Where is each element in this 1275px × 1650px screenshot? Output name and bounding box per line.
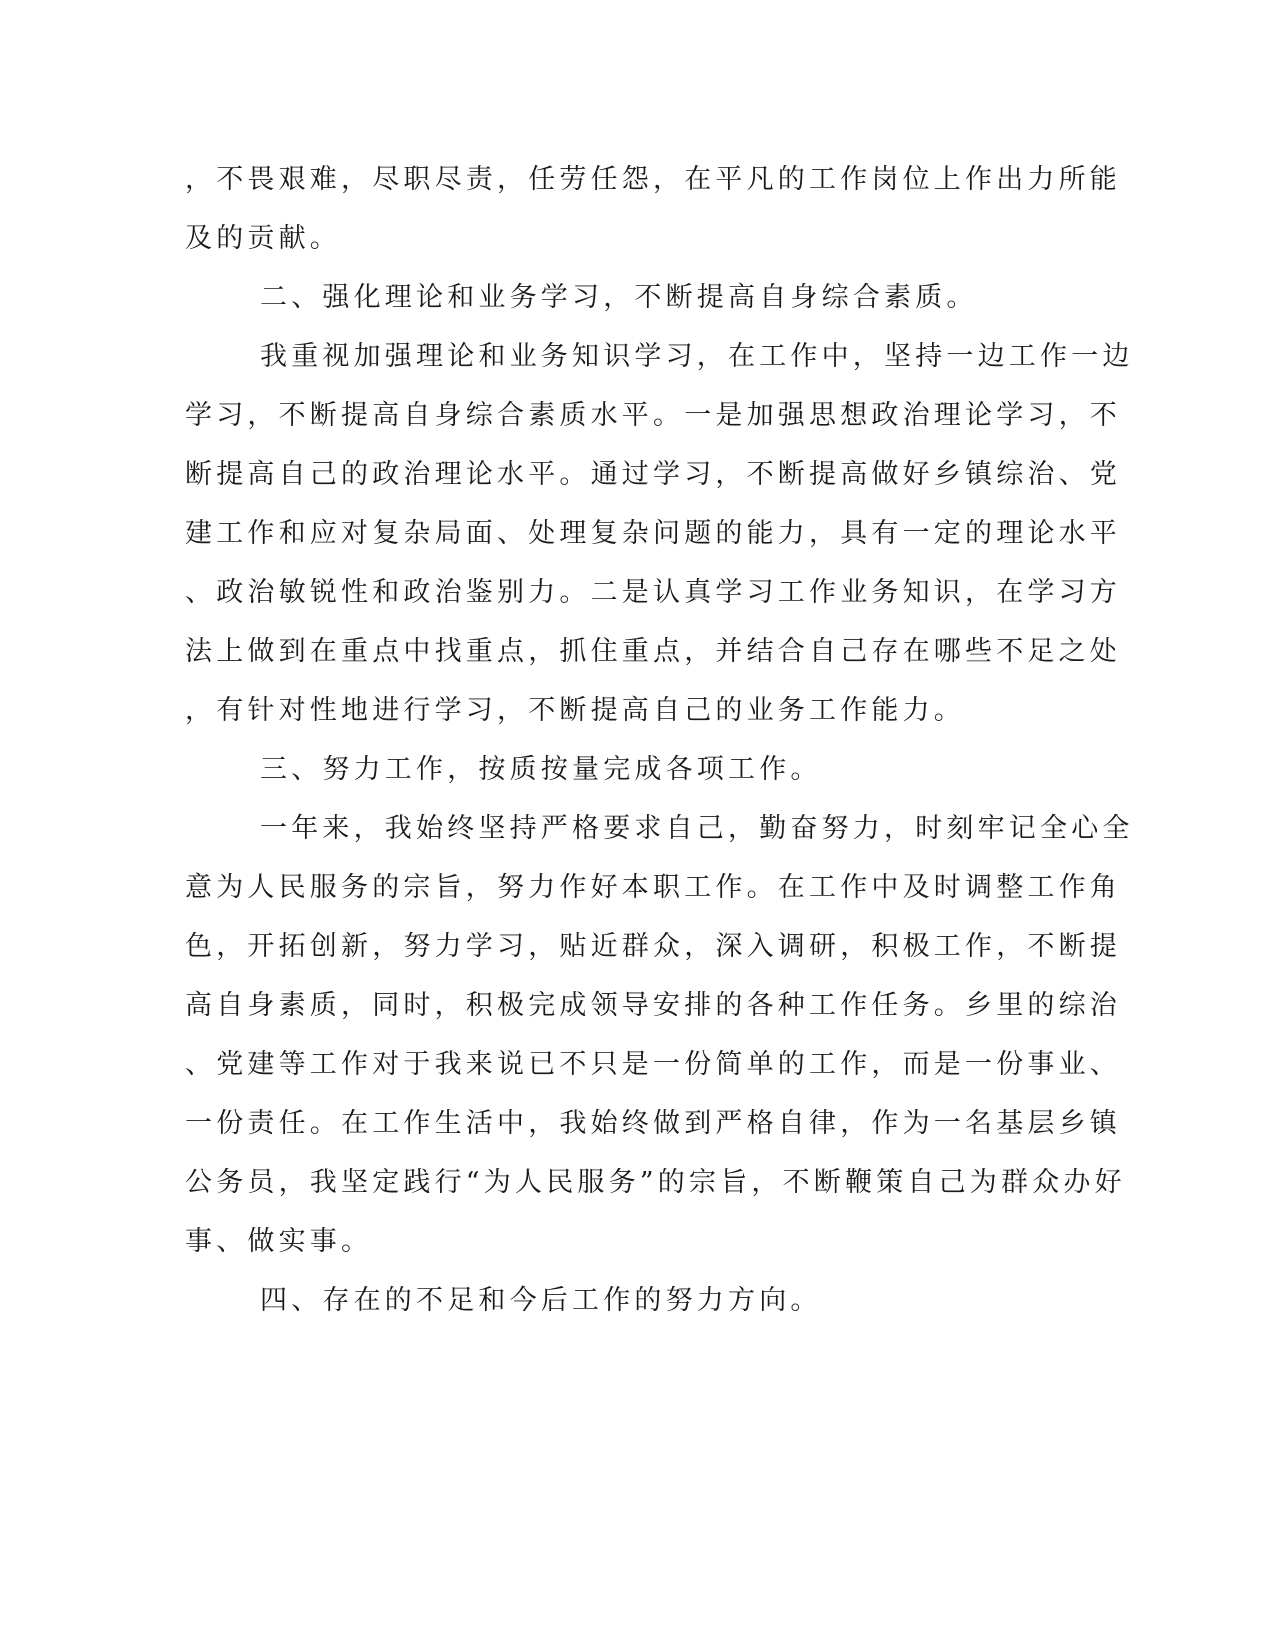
text-line-18: 公务员，我坚定践行“为人民服务”的宗旨，不断鞭策自己为群众办好 xyxy=(185,1167,1126,1198)
text-line-12: 一年来，我始终坚持严格要求自己，勤奋努力，时刻牢记全心全 xyxy=(260,813,1134,844)
text-line-5: 学习，不断提高自身综合素质水平。一是加强思想政治理论学习，不 xyxy=(185,400,1121,431)
text-line-10: ，有针对性地进行学习，不断提高自己的业务工作能力。 xyxy=(185,695,965,726)
text-line-6: 断提高自己的政治理论水平。通过学习，不断提高做好乡镇综治、党 xyxy=(185,459,1121,490)
text-line-14: 色，开拓创新，努力学习，贴近群众，深入调研，积极工作，不断提 xyxy=(185,931,1121,962)
text-line-8: 、政治敏锐性和政治鉴别力。二是认真学习工作业务知识，在学习方 xyxy=(185,577,1121,608)
text-line-17: 一份责任。在工作生活中，我始终做到严格自律，作为一名基层乡镇 xyxy=(185,1108,1121,1139)
text-line-9: 法上做到在重点中找重点，抓住重点，并结合自己存在哪些不足之处 xyxy=(185,636,1121,667)
text-line-15: 高自身素质，同时，积极完成领导安排的各种工作任务。乡里的综治 xyxy=(185,990,1121,1021)
text-line-7: 建工作和应对复杂局面、处理复杂问题的能力，具有一定的理论水平 xyxy=(185,518,1121,549)
text-line-2: 及的贡献。 xyxy=(185,223,341,254)
text-line-19: 事、做实事。 xyxy=(185,1226,373,1257)
text-line-1: ，不畏艰难，尽职尽责，任劳任怨，在平凡的工作岗位上作出力所能 xyxy=(185,164,1121,195)
text-line-4: 我重视加强理论和业务知识学习，在工作中，坚持一边工作一边 xyxy=(260,341,1134,372)
section-heading-2: 二、强化理论和业务学习，不断提高自身综合素质。 xyxy=(260,282,978,313)
section-heading-3: 三、努力工作，按质按量完成各项工作。 xyxy=(260,754,822,785)
text-line-13: 意为人民服务的宗旨，努力作好本职工作。在工作中及时调整工作角 xyxy=(185,872,1121,903)
text-line-16: 、党建等工作对于我来说已不只是一份简单的工作，而是一份事业、 xyxy=(185,1049,1121,1080)
section-heading-4: 四、存在的不足和今后工作的努力方向。 xyxy=(260,1285,822,1316)
